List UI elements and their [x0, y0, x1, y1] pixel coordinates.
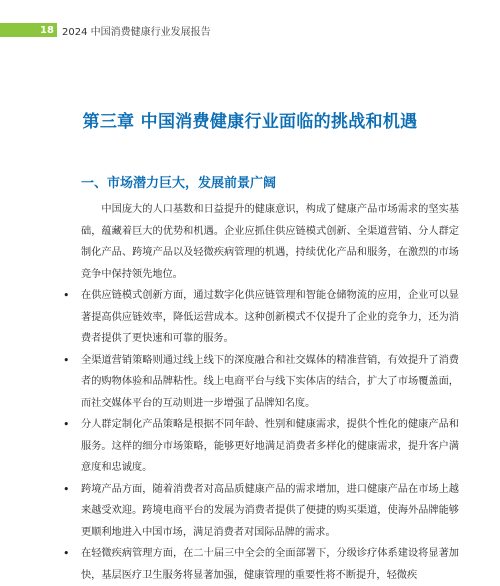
bullet-item — [63, 414, 459, 479]
chapter-title: 第三章 中国消费健康行业面临的挑战和机遇 — [82, 112, 418, 132]
bullet-icon: • — [63, 482, 70, 496]
bullet-item — [63, 285, 459, 350]
page-number: 18 — [40, 25, 54, 36]
bullet-text: 在轻微疾病管理方面，在二十届三中全会的全面部署下，分级诊疗体系建设将显著加快，基层医疗卫生服务将显著加强，健康管理的重要性将不断提升，轻微疾 — [81, 548, 459, 581]
bullet-list — [63, 285, 459, 586]
bullet-icon: • — [63, 418, 70, 431]
bullet-icon: • — [63, 289, 70, 302]
section-title: 一、市场潜力巨大，发展前景广阔 — [81, 176, 277, 191]
page-header — [0, 20, 500, 40]
intro-paragraph: 中国庞大的人口基数和日益提升的健康意识，构成了健康产品市场需求的坚实基础，蕴藏着巨大的优势和机遇。企业应抓住供应链模式创新、全渠道营销、分人群定制化产品、跨境产品以及轻微疾病管理的机遇，持续优化产品和服务，在激烈的市场竞争中保持领先地位。 — [81, 204, 459, 280]
bullet-icon: • — [63, 547, 70, 560]
bullet-icon: • — [63, 353, 70, 367]
running-title: 2024 中国消费健康行业发展报告 — [62, 27, 211, 38]
bullet-item — [63, 350, 459, 415]
bullet-text: 在供应链模式创新方面，通过数字化供应链管理和智能仓储物流的应用，企业可以显著提高供应链效率，降低运营成本。这种创新模式不仅提升了企业的竞争力，还为消费者提供了更快速和可靠的服务。 — [81, 290, 459, 344]
page-number-tab — [0, 23, 57, 37]
body-text — [63, 199, 459, 586]
bullet-item — [63, 479, 459, 544]
bullet-text: 全渠道营销策略则通过线上线下的深度融合和社交媒体的精准营销，有效提升了消费者的购物体验和品牌粘性。线上电商平台与线下实体店的结合，扩大了市场覆盖面，而社交媒体平台的互动则进一步增强了品牌知名度。 — [81, 354, 459, 409]
bullet-text: 分人群定制化产品策略是根据不同年龄、性别和健康需求，提供个性化的健康产品和服务。这样的细分市场策略，能够更好地满足消费者多样化的健康需求，提升客户满意度和忠诚度。 — [81, 419, 459, 473]
bullet-text: 跨境产品方面，随着消费者对高品质健康产品的需求增加，进口健康产品在市场上越来越受欢迎。跨境电商平台的发展为消费者提供了便捷的购买渠道，使海外品牌能够更顺利地进入中国市场，满足消费者对国际品牌的需求。 — [81, 483, 459, 538]
